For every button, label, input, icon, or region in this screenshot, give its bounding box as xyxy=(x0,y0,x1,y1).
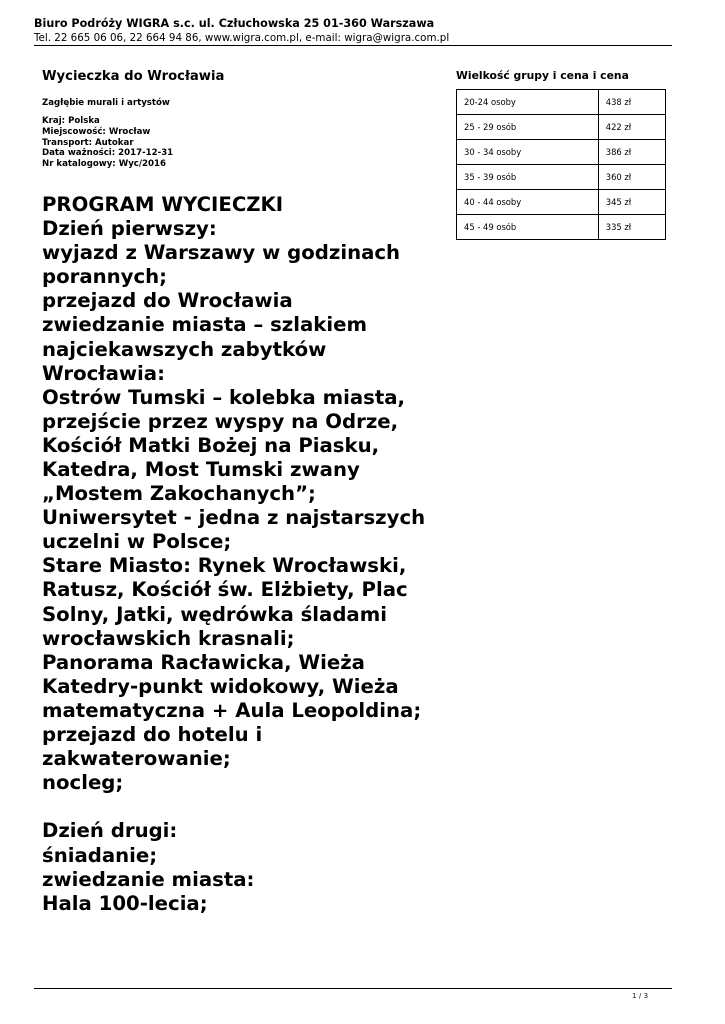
pricing-title: Wielkość grupy i cena i cena xyxy=(456,69,629,82)
company-name: Biuro Podróży WIGRA s.c. ul. Człuchowska 25 01-360 Warszawa xyxy=(34,17,435,30)
program-line: Ostrów Tumski – kolebka miasta, xyxy=(42,385,406,409)
program-line: przejazd do Wrocławia xyxy=(42,289,293,313)
group-size-cell: 20-24 osoby xyxy=(457,90,599,115)
price-cell: 335 zł xyxy=(598,215,665,240)
footer-divider xyxy=(34,988,672,989)
meta-city: Miejscowość: Wrocław xyxy=(42,126,151,137)
price-cell: 345 zł xyxy=(598,190,665,215)
program-line: Uniwersytet - jedna z najstarszych xyxy=(42,506,426,530)
price-cell: 360 zł xyxy=(598,165,665,190)
price-cell: 386 zł xyxy=(598,140,665,165)
price-row xyxy=(457,165,666,190)
trip-program xyxy=(42,193,442,916)
meta-catalog-number: Nr katalogowy: Wyc/2016 xyxy=(42,159,166,170)
program-line: Wrocławia: xyxy=(42,361,165,385)
program-line: PROGRAM WYCIECZKI xyxy=(42,192,284,216)
program-spacer xyxy=(42,795,442,819)
company-contact: Tel. 22 665 06 06, 22 664 94 86, www.wigra.com.pl, e-mail: wigra@wigra.com.pl xyxy=(34,32,450,44)
trip-title: Wycieczka do Wrocławia xyxy=(42,69,225,84)
group-size-cell: 40 - 44 osoby xyxy=(457,190,599,215)
trip-subtitle: Zagłębie murali i artystów xyxy=(42,98,170,108)
price-row xyxy=(457,90,666,115)
meta-valid-until: Data ważności: 2017-12-31 xyxy=(42,148,174,159)
price-row xyxy=(457,190,666,215)
program-line: przejście przez wyspy na Odrze, xyxy=(42,409,399,433)
header-divider xyxy=(34,45,672,46)
price-cell: 422 zł xyxy=(598,115,665,140)
program-line: Stare Miasto: Rynek Wrocławski, xyxy=(42,554,407,578)
program-line: Kościół Matki Bożej na Piasku, xyxy=(42,433,380,457)
group-size-cell: 45 - 49 osób xyxy=(457,215,599,240)
program-line: wyjazd z Warszawy w godzinach xyxy=(42,241,401,265)
program-line: uczelni w Polsce; xyxy=(42,530,232,554)
program-line: Dzień drugi: xyxy=(42,819,178,843)
program-line: śniadanie; xyxy=(42,843,158,867)
price-cell: 438 zł xyxy=(598,90,665,115)
trip-meta xyxy=(42,116,442,170)
meta-country: Kraj: Polska xyxy=(42,116,100,126)
pricing-section xyxy=(456,68,666,240)
price-row xyxy=(457,215,666,240)
program-line: matematyczna + Aula Leopoldina; xyxy=(42,698,422,722)
program-line: zakwaterowanie; xyxy=(42,747,231,771)
program-line: Katedry-punkt widokowy, Wieża xyxy=(42,674,399,698)
group-size-cell: 30 - 34 osoby xyxy=(457,140,599,165)
price-row xyxy=(457,115,666,140)
group-size-cell: 35 - 39 osób xyxy=(457,165,599,190)
program-line: zwiedzanie miasta: xyxy=(42,867,255,891)
meta-transport: Transport: Autokar xyxy=(42,137,134,148)
program-line: Katedra, Most Tumski zwany xyxy=(42,458,360,482)
program-line: porannych; xyxy=(42,265,168,289)
program-line: Dzień pierwszy: xyxy=(42,217,217,241)
program-line: nocleg; xyxy=(42,771,124,795)
program-line: Panorama Racławicka, Wieża xyxy=(42,650,365,674)
program-line: zwiedzanie miasta – szlakiem xyxy=(42,313,367,337)
program-line: wrocławskich krasnali; xyxy=(42,626,295,650)
page-number: 1 / 3 xyxy=(632,991,649,1000)
price-row xyxy=(457,140,666,165)
page-header xyxy=(34,16,674,45)
program-line: „Mostem Zakochanych”; xyxy=(42,482,316,506)
group-size-cell: 25 - 29 osób xyxy=(457,115,599,140)
program-line: Ratusz, Kościół św. Elżbiety, Plac xyxy=(42,578,408,602)
program-line: Solny, Jatki, wędrówka śladami xyxy=(42,602,387,626)
program-line: najciekawszych zabytków xyxy=(42,337,327,361)
trip-details xyxy=(42,68,442,916)
pricing-table xyxy=(456,89,666,240)
program-line: przejazd do hotelu i xyxy=(42,723,263,747)
program-line: Hala 100-lecia; xyxy=(42,891,208,915)
